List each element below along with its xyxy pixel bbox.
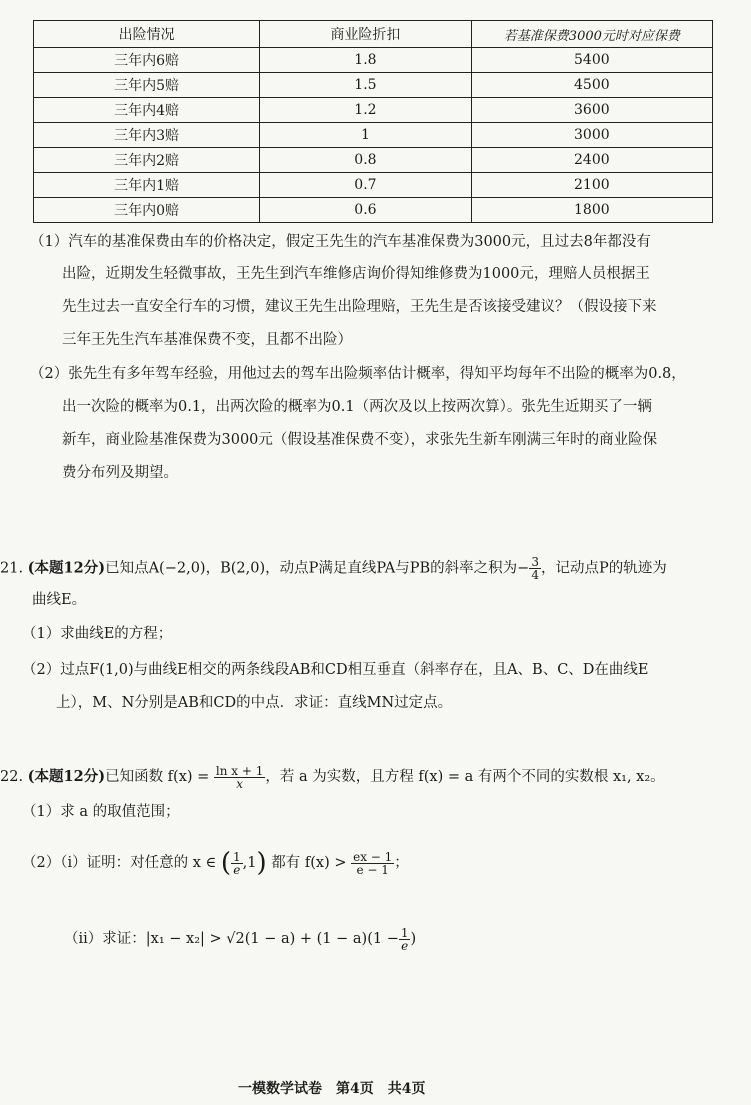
- table-cell: 三年内6赔: [34, 48, 260, 73]
- fraction-denominator: e: [233, 862, 241, 877]
- q20-p2-line: （2）张先生有多年驾车经验，用他过去的驾车出险频率估计概率，得知平均每年不出险的概率为0.8，: [30, 366, 686, 382]
- q22-sub3-text-a: （ii）求证：|x₁ − x₂| > √2(1 − a) + (1 − a)(1 −: [64, 931, 399, 947]
- table-cell: 2400: [471, 148, 712, 173]
- fraction-denominator: e: [401, 938, 409, 953]
- q22-score: (本题12分): [27, 768, 106, 785]
- q22-sub2-text-c: ；: [394, 855, 409, 871]
- fraction-numerator: 1: [400, 925, 409, 940]
- q22-sub3: [64, 922, 416, 956]
- table-cell: 三年内1赔: [34, 173, 260, 198]
- fraction-numerator: ex − 1: [353, 849, 393, 864]
- table-row: [34, 148, 713, 173]
- q21-text-b: ，记动点P的轨迹为: [540, 560, 667, 577]
- table-header-row: [34, 21, 713, 48]
- q20-p1-line: （1）汽车的基准保费由车的价格决定，假定王先生的汽车基准保费为3000元，且过去8年都没有: [30, 234, 651, 250]
- header-cell: 出险情况: [34, 21, 260, 48]
- table-row: [34, 73, 713, 98]
- table-cell: 1.8: [260, 48, 472, 73]
- table-cell: 三年内2赔: [34, 148, 260, 173]
- q22-sub3-text-b: ): [410, 931, 417, 947]
- table-row: [34, 173, 713, 198]
- q21-score: (本题12分): [27, 559, 106, 577]
- q21-line2: 曲线E。: [32, 592, 87, 608]
- q20-p2-line: 新车，商业险基准保费为3000元（假设基准保费不变），求张先生新车刚满三年时的商业险保: [62, 432, 658, 448]
- q22-sub2: [22, 846, 409, 880]
- insurance-table: [33, 20, 713, 223]
- fraction-denominator: e − 1: [356, 862, 389, 877]
- q22-function-fraction: [214, 765, 265, 790]
- table-cell: 1800: [471, 198, 712, 223]
- table-row: [34, 48, 713, 73]
- q20-p1-line: 出险，近期发生轻微事故，王先生到汽车维修店询价得知维修费为1000元，理赔人员根据王: [62, 266, 650, 282]
- q22-sub1: （1）求 a 的取值范围；: [22, 804, 180, 820]
- q21-text-a: 已知点A(−2,0)，B(2,0)，动点P满足直线PA与PB的斜率之积为−: [105, 560, 530, 577]
- fraction-numerator: 1: [233, 849, 241, 864]
- table-cell: 1: [260, 123, 472, 148]
- header-cell: 商业险折扣: [260, 21, 472, 48]
- fraction-denominator: x: [236, 776, 244, 791]
- page-footer: 一模数学试卷 第4页 共4页: [238, 1081, 426, 1097]
- table-cell: 三年内4赔: [34, 98, 260, 123]
- table-cell: 三年内3赔: [34, 123, 260, 148]
- table-cell: 2100: [471, 173, 712, 198]
- table-cell: 4500: [471, 73, 712, 98]
- q21-sub1: （1）求曲线E的方程；: [22, 626, 173, 642]
- sub3-fraction: [399, 927, 411, 952]
- q20-p2-line: 出一次险的概率为0.1，出两次险的概率为0.1（两次及以上按两次算）。张先生近期买了一辆: [62, 399, 652, 415]
- table-cell: 5400: [471, 48, 712, 73]
- q22-text-a: 已知函数 f(x) =: [105, 769, 210, 785]
- inequality-fraction: [351, 851, 394, 876]
- interval-rest: ,1: [242, 855, 257, 871]
- q22-sub2-text-b: 都有 f(x) >: [271, 855, 347, 871]
- q21-fraction: [529, 556, 541, 581]
- table-row: [34, 98, 713, 123]
- q21-sub2a: （2）过点F(1,0)与曲线E相交的两条线段AB和CD相互垂直（斜率存在，且A、B、C、D在曲线E: [22, 662, 649, 678]
- q20-p1-line: 先生过去一直安全行车的习惯，建议王先生出险理赔，王先生是否该接受建议？（假设接下来: [62, 299, 657, 315]
- table-cell: 0.7: [260, 173, 472, 198]
- q22-stem: [0, 762, 665, 792]
- q20-p2-line: 费分布列及期望。: [62, 465, 178, 481]
- q21-stem: [0, 556, 667, 581]
- table-cell: 0.8: [260, 148, 472, 173]
- table-row: [34, 123, 713, 148]
- q22-sub2-text-a: （2）（i）证明：对任意的 x ∈: [22, 855, 217, 871]
- q22-text-b: ，若 a 为实数，且方程 f(x) = a 有两个不同的实数根 x₁, x₂。: [265, 769, 665, 785]
- fraction-denominator: 4: [531, 568, 539, 582]
- table-cell: 0.6: [260, 198, 472, 223]
- header-cell: 若基准保费3000元时对应保费: [471, 21, 712, 48]
- table-cell: 三年内5赔: [34, 73, 260, 98]
- table-cell: 1.2: [260, 98, 472, 123]
- table-cell: 3600: [471, 98, 712, 123]
- q21-sub2b: 上），M、N分别是AB和CD的中点．求证：直线MN过定点。: [56, 695, 453, 711]
- table-cell: 1.5: [260, 73, 472, 98]
- table-cell: 3000: [471, 123, 712, 148]
- right-paren: ): [256, 848, 267, 878]
- interval-fraction: [231, 851, 243, 876]
- q22-number: 22.: [0, 769, 24, 785]
- q20-p1-line: 三年王先生汽车基准保费不变，且都不出险）: [62, 332, 352, 348]
- q21-number: 21.: [0, 560, 24, 577]
- fraction-numerator: ln x + 1: [215, 763, 264, 778]
- table-cell: 三年内0赔: [34, 198, 260, 223]
- left-paren: (: [220, 848, 232, 878]
- table-row: [34, 198, 713, 223]
- fraction-numerator: 3: [531, 555, 539, 569]
